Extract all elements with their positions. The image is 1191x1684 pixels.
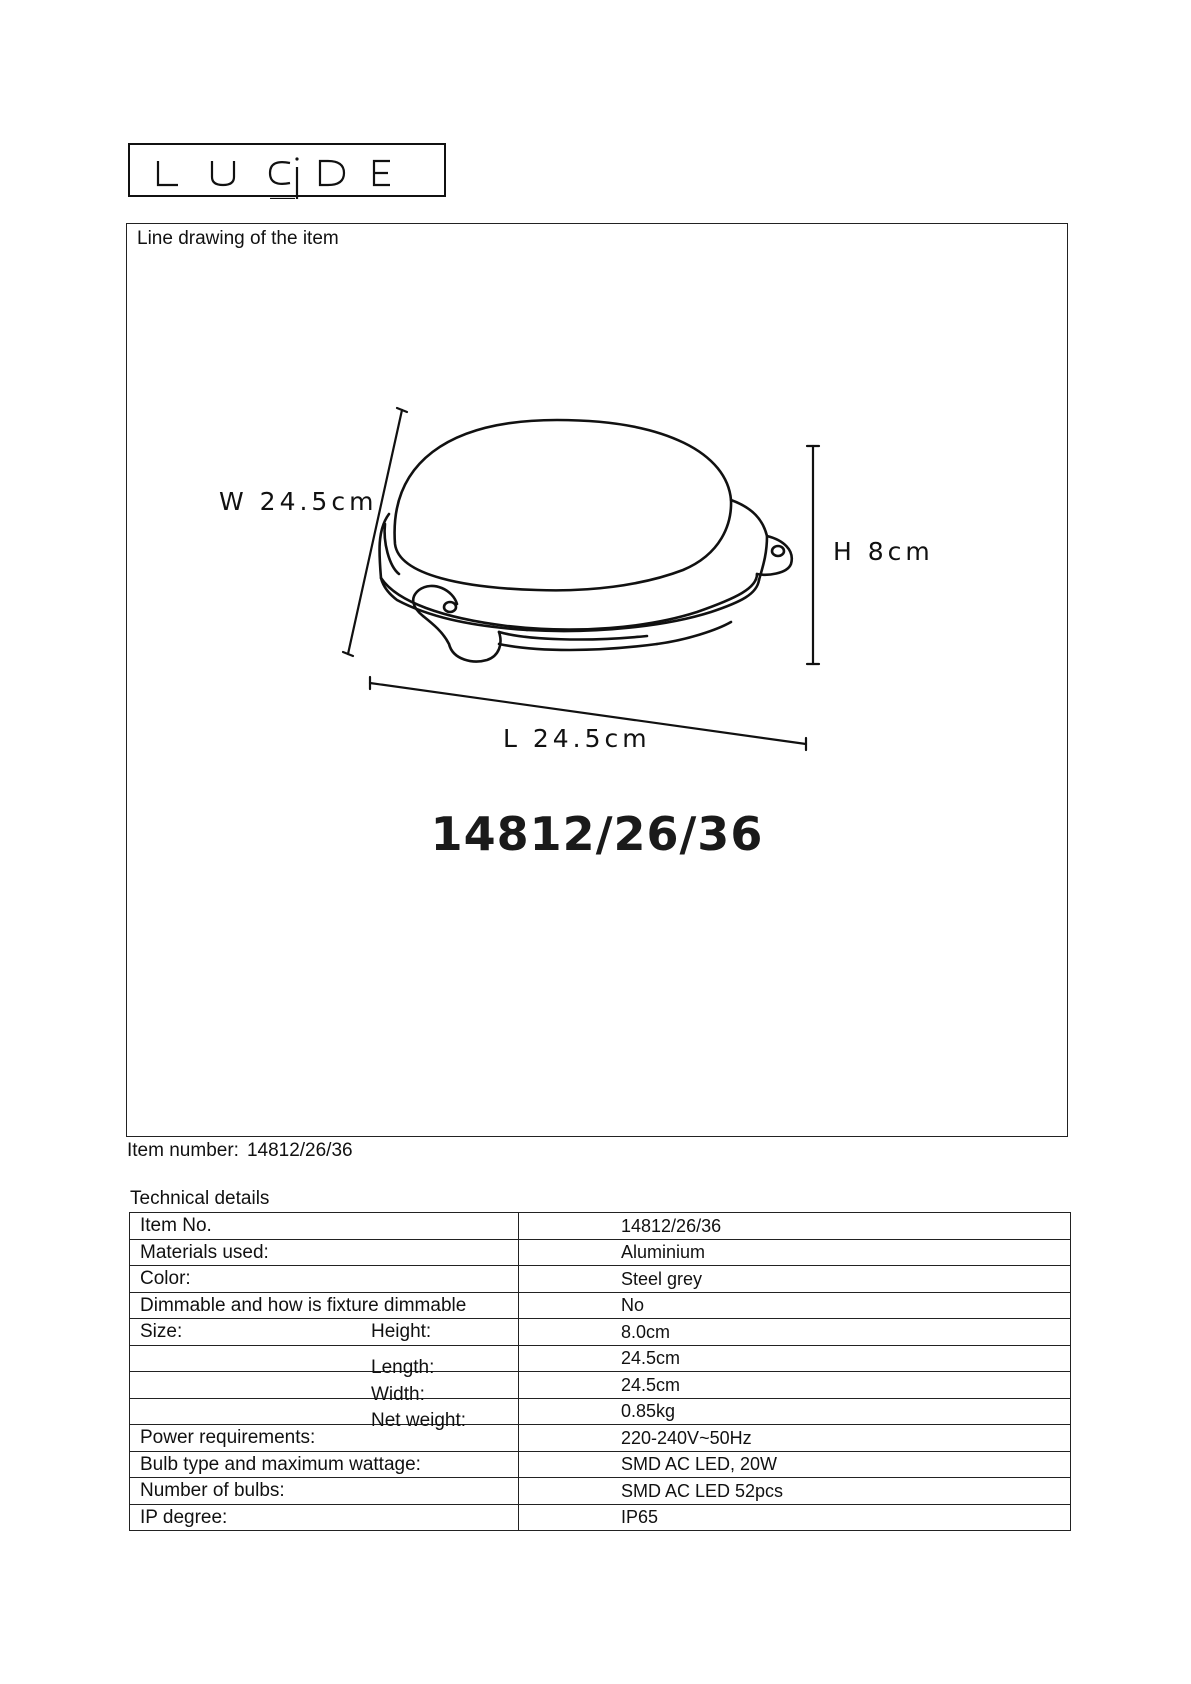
table-row xyxy=(130,1213,1071,1240)
row-label: Size: Height: xyxy=(130,1319,519,1346)
line-drawing-frame xyxy=(126,223,1068,1137)
table-row xyxy=(130,1451,1071,1478)
row-value: SMD AC LED, 20W xyxy=(519,1451,1071,1478)
row-value: 24.5cm xyxy=(519,1345,1071,1372)
drawing-item-code: 14812/26/36 xyxy=(430,807,764,861)
row-value: No xyxy=(519,1292,1071,1319)
row-value: SMD AC LED 52pcs xyxy=(519,1478,1071,1505)
row-value: 0.85kg xyxy=(519,1398,1071,1425)
table-row xyxy=(130,1372,1071,1399)
item-number xyxy=(127,1140,353,1162)
row-sublabel: Width: xyxy=(371,1383,425,1405)
row-label: Item No. xyxy=(130,1213,519,1240)
row-label: Materials used: xyxy=(130,1239,519,1266)
length-dimension-label: L 24.5cm xyxy=(503,724,651,753)
table-row xyxy=(130,1292,1071,1319)
table-row xyxy=(130,1425,1071,1452)
table-row xyxy=(130,1478,1071,1505)
lucide-logo-mark xyxy=(130,145,448,199)
table-row xyxy=(130,1504,1071,1531)
table-row xyxy=(130,1239,1071,1266)
table-row xyxy=(130,1266,1071,1293)
row-label: IP degree: xyxy=(130,1504,519,1531)
row-value: 14812/26/36 xyxy=(519,1213,1071,1240)
table-row xyxy=(130,1345,1071,1372)
row-value: 24.5cm xyxy=(519,1372,1071,1399)
table-row xyxy=(130,1319,1071,1346)
row-label xyxy=(130,1345,519,1379)
lucide-logo xyxy=(128,143,446,197)
row-label: Power requirements: xyxy=(130,1425,519,1452)
row-sublabel: Length: xyxy=(371,1357,435,1379)
fixture-line-drawing xyxy=(127,224,1069,1138)
row-value: Aluminium xyxy=(519,1239,1071,1266)
drawing-caption: Line drawing of the item xyxy=(137,228,339,249)
table-row xyxy=(130,1398,1071,1425)
row-value: 8.0cm xyxy=(519,1319,1071,1346)
row-value: Steel grey xyxy=(519,1266,1071,1293)
row-label: Dimmable and how is fixture dimmable xyxy=(130,1292,519,1319)
row-value: IP65 xyxy=(519,1504,1071,1531)
row-label: Color: xyxy=(130,1266,519,1293)
row-sublabel: Net weight: xyxy=(371,1410,467,1432)
width-dimension-label: W 24.5cm xyxy=(219,487,378,516)
row-label xyxy=(130,1398,519,1432)
row-sublabel: Height: xyxy=(371,1321,432,1343)
height-dimension-label: H 8cm xyxy=(833,537,934,566)
technical-details-table xyxy=(129,1212,1071,1531)
row-label: Bulb type and maximum wattage: xyxy=(130,1451,519,1478)
row-label xyxy=(130,1372,519,1405)
technical-details-title: Technical details xyxy=(130,1188,270,1209)
row-label: Number of bulbs: xyxy=(130,1478,519,1505)
row-value: 220-240V~50Hz xyxy=(519,1425,1071,1452)
item-number-label: Item number: xyxy=(127,1140,239,1161)
item-number-value: 14812/26/36 xyxy=(246,1140,353,1161)
